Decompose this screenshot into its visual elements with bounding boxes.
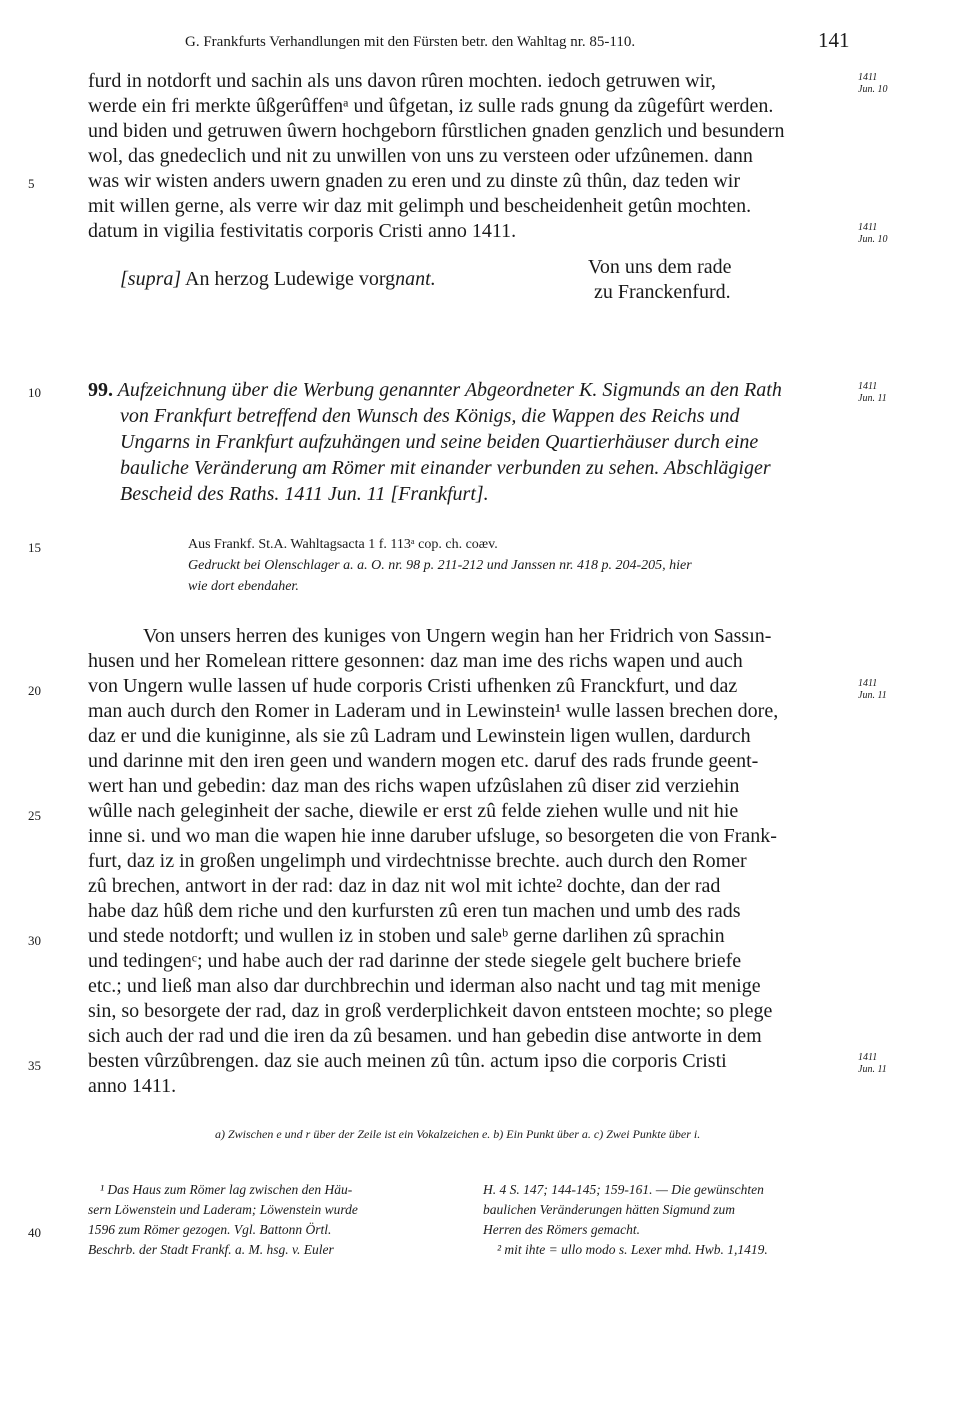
text-line: Von unsers herren des kuniges von Ungern wegin han her Fridrich von Sassın- [143,625,772,647]
text-line: datum in vigilia festivitatis corporis Cristi anno 1411. [88,220,517,242]
margin-date-day: Jun. 10 [858,234,888,245]
address-text: An herzog Ludewige vorg [181,268,396,290]
margin-date-day: Jun. 11 [858,690,887,701]
text-line: etc.; und ließ man also dar durchbrechin und iderman also nacht und tag mit menige [88,975,761,997]
margin-date-year: 1411 [858,72,878,83]
text-line: von Ungern wulle lassen uf hude corporis Cristi ufhenken zû Franckfurt, und daz [88,675,738,697]
source-line: Gedruckt bei Olenschlager a. a. O. nr. 98 p. 211-212 und Janssen nr. 418 p. 204-205, hier [188,558,692,573]
margin-date-year: 1411 [858,1052,878,1063]
text-line: und darinne mit den iren geen und wandern mogen etc. daruf des rads frunde geent- [88,750,759,772]
page-number: 141 [818,28,850,52]
margin-date [858,678,887,702]
document-title-line: bauliche Veränderung am Römer mit einander verbunden zu sehen. Abschlägiger [120,457,771,479]
footnote-line: H. 4 S. 147; 144-145; 159-161. — Die gewünschten [483,1182,764,1197]
footnote-line: baulichen Veränderungen hätten Sigmund zum [483,1202,735,1217]
document-title-line [88,379,782,402]
text-line: sich auch der rad und die iren da zû besamen. und han gebedin dise antworte in dem [88,1025,762,1047]
line-number: 5 [28,176,35,191]
signature-line: Von uns dem rade [588,256,732,278]
document-title-line: Ungarns in Frankfurt aufzuhängen und seine beiden Quartierhäuser durch eine [120,431,759,453]
address-line [120,268,436,291]
text-line: habe daz hûß dem riche und den kurfursten zû eren tun machen und umb des rads [88,900,741,922]
text-line: wert han und gebedin: daz man des richs wapen ufzûslahen zû diser zid verziehin [88,775,740,797]
running-title: G. Frankfurts Verhandlungen mit den Fürsten betr. den Wahltag nr. 85-110. [185,34,636,50]
margin-date-day: Jun. 10 [858,84,888,95]
address-suffix: nant. [395,268,436,290]
text-line: und tedingenᶜ; und habe auch der rad darinne der stede siegele gelt buchere briefe [88,950,742,972]
margin-date-year: 1411 [858,222,878,233]
text-line: werde ein fri merkte ûßgerûffenᵃ und ûfgetan, iz sulle rads gnung da zûgefûrt werden. [88,95,774,117]
source-line: Aus Frankf. St.A. Wahltagsacta 1 f. 113ᵃ cop. ch. coæv. [188,537,498,552]
line-number: 40 [28,1225,41,1240]
document-title-line: Bescheid des Raths. 1411 Jun. 11 [Frankfurt]. [120,483,489,505]
line-number: 15 [28,540,41,555]
margin-date [858,1052,887,1076]
footnote-line: Beschrb. der Stadt Frankf. a. M. hsg. v. Euler [88,1242,334,1257]
text-line: husen und her Romelean rittere gesonnen: daz man ime des richs wapen und auch [88,650,743,672]
text-line: wol, das gnedeclich und nit zu unwillen von uns zu versteen oder ufzûnemen. dann [88,145,753,167]
footnote-line: ¹ Das Haus zum Römer lag zwischen den Häu- [100,1182,353,1197]
footnote-line: ² mit ihte = ullo modo s. Lexer mhd. Hwb. 1,1419. [497,1242,768,1257]
margin-date [858,72,887,96]
text-line: inne si. und wo man die wapen hie inne daruber ufsluge, so besorgeten die von Frank- [88,825,777,847]
text-line: besten vûrzûbrengen. daz sie auch meinen zû tûn. actum ipso die corporis Cristi [88,1050,727,1072]
margin-date [858,381,887,405]
text-line: furd in notdorft und sachin als uns davon rûren mochten. iedoch getruwen wir, [88,70,716,92]
signature-line: zu Franckenfurd. [594,281,731,303]
text-line: man auch durch den Romer in Laderam und in Lewinstein¹ wulle lassen brechen dore, [88,700,779,722]
document-number: 99. [88,379,113,401]
margin-date-year: 1411 [858,678,878,689]
text-line: was wir wisten anders uwern gnaden zu eren und zu dinste zû thûn, daz teden wir [88,170,741,192]
line-number: 35 [28,1058,41,1073]
margin-date-day: Jun. 11 [858,1064,887,1075]
text-line: sin, so besorgete der rad, daz in groß verderplichkeit davon entsteen mochte; so plege [88,1000,773,1022]
address-prefix: [supra] [120,268,182,290]
text-line: und stede notdorft; und wullen iz in stoben und saleᵇ gerne darlihen zû sprachin [88,925,725,947]
line-number: 25 [28,808,41,823]
footnote-line: 1596 zum Römer gezogen. Vgl. Battonn Örtl. [88,1222,332,1237]
line-number: 30 [28,933,41,948]
text-line: und biden und getruwen ûwern hochgeborn fûrstlichen gnaden genzlich und besundern [88,120,785,142]
line-number: 20 [28,683,41,698]
document-title-text: Aufzeichnung über die Werbung genannter Abgeordneter K. Sigmunds an den Rath [117,379,782,401]
footnote-line: Herren des Römers gemacht. [483,1222,640,1237]
text-line: furt, daz iz in großen ungelimph und virdechtnisse brechte. auch durch den Romer [88,850,747,872]
source-line: wie dort ebendaher. [188,579,299,594]
apparatus-note: a) Zwischen e und r über der Zeile ist ein Vokalzeichen e. b) Ein Punkt über a. c) Zwei Punkte über i. [215,1127,701,1141]
text-line: wûlle nach geleginheit der sache, diewile er erst zû felde ziehen wulle und nit hie [88,800,739,822]
text-line: mit willen gerne, als verre wir daz mit gelimph und bescheidenheit getûn mochten. [88,195,752,217]
margin-date-day: Jun. 11 [858,393,887,404]
margin-date-year: 1411 [858,381,878,392]
text-line: anno 1411. [88,1075,177,1097]
footnote-line: sern Löwenstein und Laderam; Löwenstein wurde [88,1202,358,1217]
line-number: 10 [28,385,41,400]
text-line: daz er und die kuniginne, als sie zû Ladram und Lewinstein ligen wullen, dardurch [88,725,751,747]
margin-date [858,222,887,246]
text-line: zû brechen, antwort in der rad: daz in daz nit wol mit ichte² dochte, dan der rad [88,875,721,897]
document-title-line: von Frankfurt betreffend den Wunsch des Königs, die Wappen des Reichs und [120,405,740,427]
